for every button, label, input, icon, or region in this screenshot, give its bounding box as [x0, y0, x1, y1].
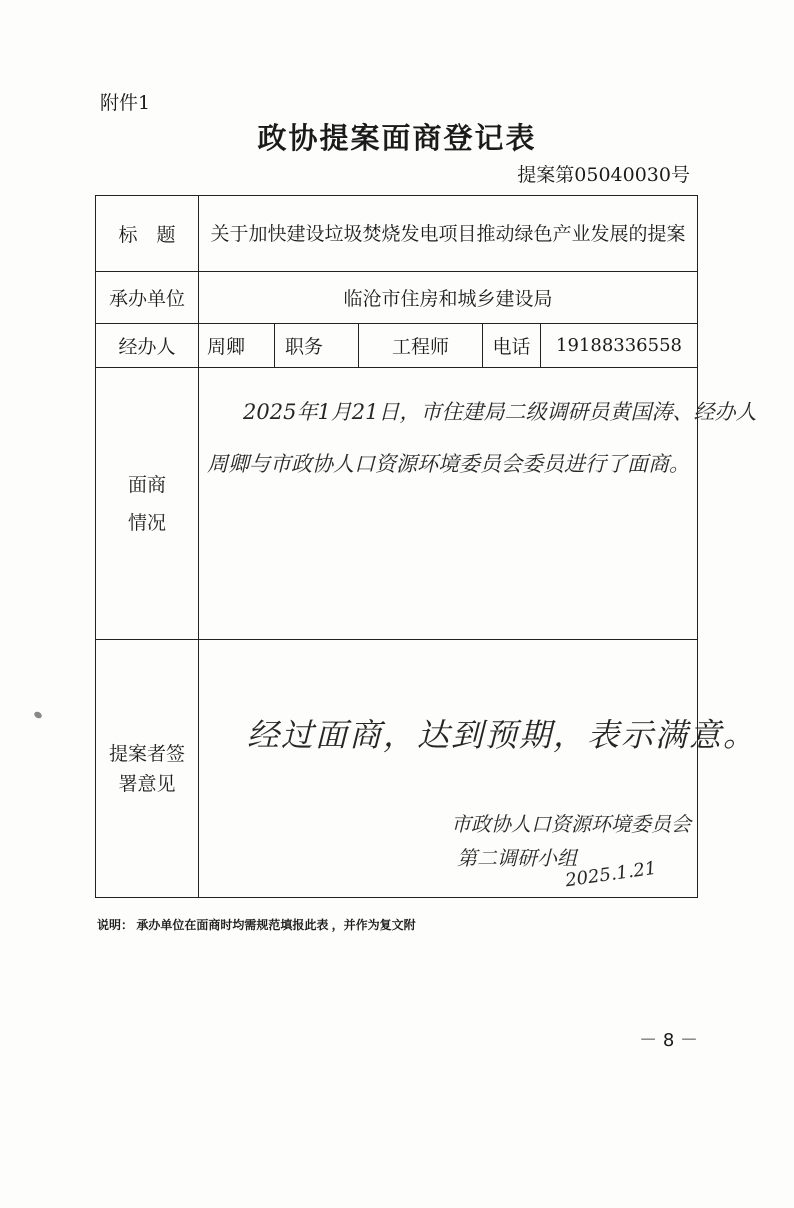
phone-value: 19188336558 [541, 324, 698, 368]
handler-value: 周卿 [199, 324, 275, 368]
consultation-label-line-2: 情况 [127, 511, 166, 534]
registration-form [95, 195, 758, 898]
signature-line-1: 市政协人口资源环境委员会 [451, 812, 691, 836]
proposal-number: 提案第05040030号 [517, 164, 690, 186]
row-handling-unit [96, 272, 698, 324]
consultation-label [96, 368, 199, 640]
row-title [96, 196, 698, 272]
footnote: 说明： 承办单位在面商时均需规范填报此表 ，并作为复文附 [97, 918, 416, 932]
phone-label: 电话 [483, 324, 541, 368]
ink-smudge [33, 710, 43, 719]
opinion-content [199, 640, 758, 898]
signature-line-2: 第二调研小组 [457, 846, 577, 870]
page-title: 政协提案面商登记表 [257, 121, 537, 155]
opinion-label [96, 640, 199, 898]
row-opinion [96, 640, 698, 898]
handling-unit-value: 临沧市住房和城乡建设局 [199, 272, 698, 324]
opinion-label-line-2: 署意见 [118, 772, 176, 795]
position-value: 工程师 [359, 324, 483, 368]
opinion-handwriting: 经过面商，达到预期，表示满意。 [247, 716, 758, 754]
row-handler [96, 324, 698, 368]
annex-label: 附件1 [100, 92, 151, 114]
title-value: 关于加快建设垃圾焚烧发电项目推动绿色产业发展的提案 [199, 196, 698, 272]
consultation-label-line-1: 面商 [127, 473, 166, 496]
row-consultation [96, 368, 698, 640]
page-number: － 8 － [639, 1030, 698, 1051]
handler-label: 经办人 [96, 324, 199, 368]
signature-date: 2025.1.21 [563, 857, 658, 892]
title-label: 标 题 [96, 196, 199, 272]
position-label: 职务 [275, 324, 359, 368]
opinion-label-line-1: 提案者签 [108, 742, 185, 765]
consultation-content [199, 368, 757, 640]
consultation-handwriting-line-2: 周卿与市政协人口资源环境委员会委员进行了面商。 [207, 452, 690, 476]
consultation-handwriting-line-1: 2025年1月21日，市住建局二级调研员黄国涛、经办人 [243, 400, 757, 424]
handling-unit-label: 承办单位 [96, 272, 199, 324]
